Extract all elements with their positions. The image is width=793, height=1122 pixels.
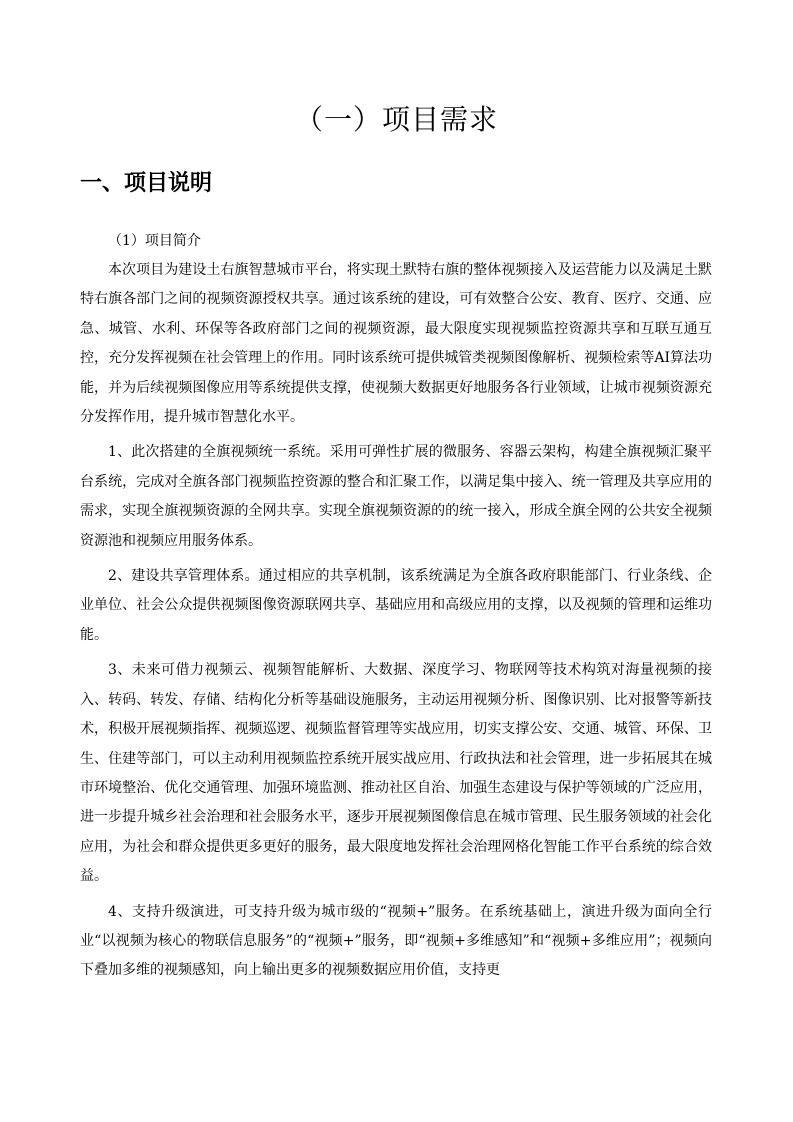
paragraph-item-3: 3、未来可借力视频云、视频智能解析、大数据、深度学习、物联网等技术构筑对海量视频的接入、转码、转发、存储、结构化分析等基础设施服务，主动运用视频分析、图像识别、比对报警等新技术，积极开展视频指挥、视频巡逻、视频监督管理等实战应用，切实支撑公安、交通、城管、环保、卫生、住建等部门，可以主动利用视频监控系统开展实战应用、行政执法和社会管理，进一步拓展其在城市环境整治、优化交通管理、加强环境监测、推动社区自治、加强生态建设与保护等领域的广泛应用，进一步提升城乡社会治理和社会服务水平，逐步开展视频图像信息在城市管理、民生服务领域的社会化应用，为社会和群众提供更多更好的服务，最大限度地发挥社会治理网格化智能工作平台系统的综合效益。 (80, 662, 712, 885)
paragraph-item-2: 2、建设共享管理体系。通过相应的共享机制，该系统满足为全旗各政府职能部门、行业条线、企业单位、社会公众提供视频图像资源联网共享、基础应用和高级应用的支撑，以及视频的管理和运维功能。 (80, 568, 712, 643)
body-text (80, 256, 712, 986)
paragraph-item-1: 1、此次搭建的全旗视频统一系统。采用可弹性扩展的微服务、容器云架构，构建全旗视频汇聚平台系统，完成对全旗各部门视频监控资源的整合和汇聚工作，以满足集中接入、统一管理及共享应用的需求，实现全旗视频资源的全网共享。实现全旗视频资源的的统一接入，形成全旗全网的公共安全视频资源池和视频应用服务体系。 (80, 444, 712, 549)
paragraph-item-4: 4、支持升级演进，可支持升级为城市级的“视频+”服务。在系统基础上，演进升级为面向全行业“以视频为核心的物联信息服务”的“视频+”服务，即“视频+多维感知”和“视频+多维应用”；视频向下叠加多维的视频感知，向上输出更多的视频数据应用价值，支持更 (80, 903, 712, 979)
paragraph-overview: 本次项目为建设土右旗智慧城市平台，将实现土默特右旗的整体视频接入及运营能力以及满足土默特右旗各部门之间的视频资源授权共享。通过该系统的建设，可有效整合公安、教育、医疗、交通、应急、城管、水利、环保等各政府部门之间的视频资源，最大限度实现视频监控资源共享和互联互通互控，充分发挥视频在社会管理上的作用。同时该系统可提供城管类视频图像解析、视频检索等AI算法功能，并为后续视频图像应用等系统提供支撑，使视频大数据更好地服务各行业领域，让城市视频资源充分发挥作用，提升城市智慧化水平。 (80, 262, 712, 426)
document-title: （一）项目需求 (294, 103, 498, 136)
subheading: （1）项目简介 (108, 233, 201, 249)
section-heading: 一、项目说明 (80, 171, 213, 196)
